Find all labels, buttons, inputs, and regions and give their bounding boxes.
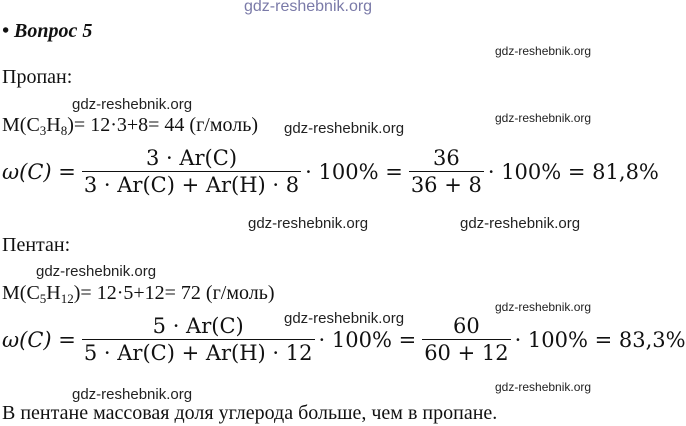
- watermark-propane-1: gdz-reshebnik.org: [72, 96, 193, 113]
- watermark-mid-2: gdz-reshebnik.org: [460, 215, 581, 232]
- propane-formula: [2, 146, 659, 197]
- pentane-numerator: 5 · Ar(C): [152, 314, 244, 338]
- watermark-bottom: gdz-reshebnik.org: [72, 386, 193, 403]
- pentane-denominator-2: 60 + 12: [424, 341, 509, 365]
- pentane-denominator: 5 · Ar(C) + Ar(H) · 12: [83, 341, 313, 365]
- watermark-right-2: gdz-reshebnik.org: [495, 111, 592, 125]
- watermark-right-1: gdz-reshebnik.org: [495, 44, 592, 58]
- propane-molar-mass: $M(C_3H_8)= 12\cdot 3+8= 44$ (г/моль): [2, 114, 258, 138]
- watermark-pentane-2: gdz-reshebnik.org: [284, 310, 405, 327]
- pentane-numerator-2: 60: [453, 314, 480, 338]
- pentane-formula: [2, 314, 686, 365]
- watermark-propane-2: gdz-reshebnik.org: [284, 120, 405, 137]
- question-heading: • Вопрос 5: [2, 20, 93, 42]
- pentane-result: · 100% = 83,3%: [514, 327, 686, 352]
- watermark-right-3: gdz-reshebnik.org: [495, 300, 592, 314]
- pentane-title: Пентан:: [2, 234, 71, 256]
- propane-denominator-2: 36 + 8: [410, 173, 482, 197]
- propane-mult: · 100% =: [305, 159, 403, 184]
- propane-numerator-2: 36: [432, 146, 460, 170]
- watermark-top: gdz-reshebnik.org: [244, 0, 373, 15]
- watermark-right-4: gdz-reshebnik.org: [495, 380, 592, 394]
- watermark-mid-1: gdz-reshebnik.org: [248, 215, 369, 232]
- pentane-lhs: ω(C) =: [2, 327, 76, 352]
- conclusion-text: В пентане массовая доля углерода больше, чем в пропане.: [2, 402, 498, 424]
- propane-numerator: 3 · Ar(C): [145, 146, 238, 170]
- propane-fraction-2: [409, 146, 484, 197]
- propane-denominator: 3 · Ar(C) + Ar(H) · 8: [83, 173, 300, 197]
- propane-fraction: [82, 146, 301, 197]
- propane-result: · 100% = 81,8%: [487, 159, 659, 184]
- propane-title: Пропан:: [2, 66, 73, 88]
- pentane-molar-mass: $M(C_5H_{12})= 12\cdot 5+12= 72$ (г/моль): [2, 282, 275, 306]
- pentane-fraction: [82, 314, 315, 365]
- propane-lhs: ω(C) =: [2, 159, 76, 184]
- pentane-mult: · 100% =: [318, 327, 417, 352]
- pentane-fraction-2: [422, 314, 510, 365]
- watermark-pentane-1: gdz-reshebnik.org: [36, 263, 157, 280]
